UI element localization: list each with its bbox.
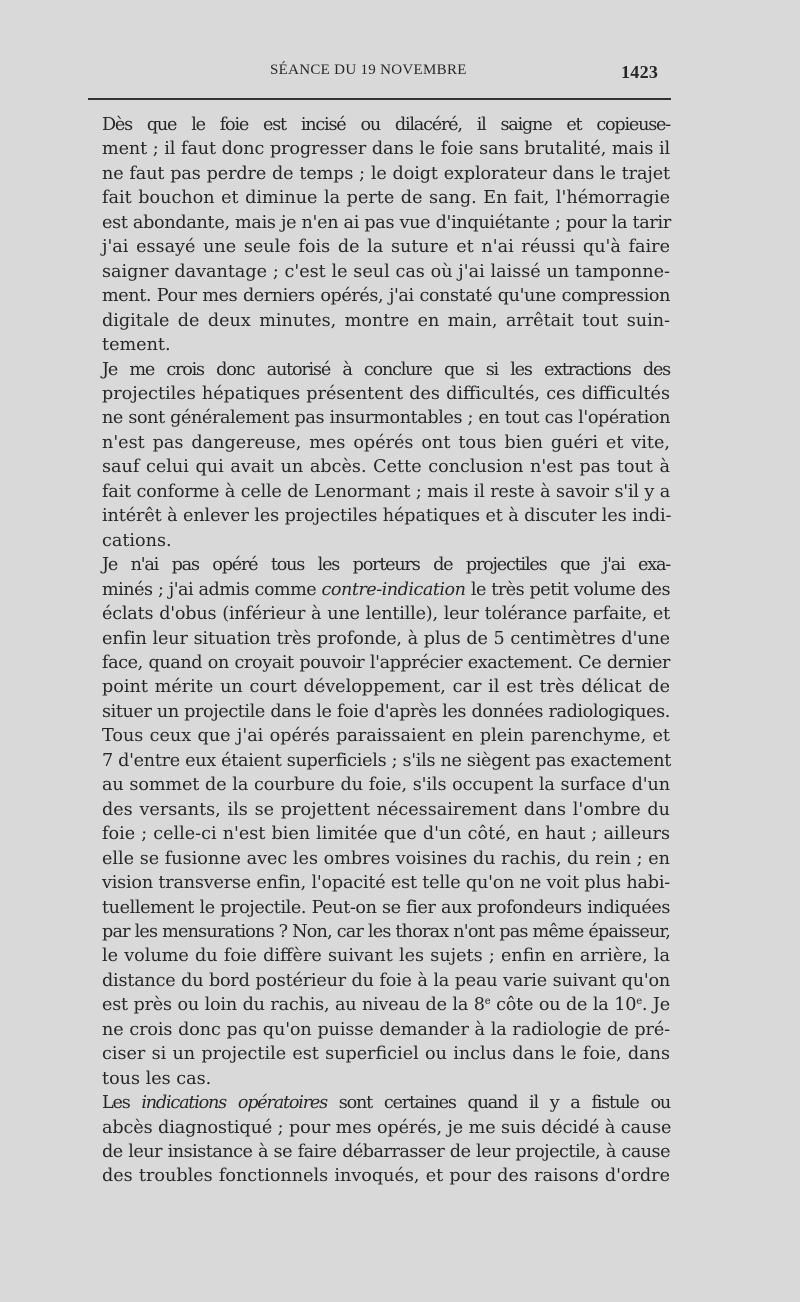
text-line <box>84 1091 670 1115</box>
text-line: elle se fusionne avec les ombres voisines du rachis, du rein ; en <box>102 848 670 869</box>
text-line: face, quand on croyait pouvoir l'apprécier exactement. Ce dernier <box>102 652 670 673</box>
text-line <box>84 993 670 1017</box>
text-fragment: est près ou loin du rachis, au niveau de la 8 <box>102 995 485 1016</box>
text-line: ne faut pas perdre de temps ; le doigt explorateur dans le trajet <box>102 163 670 184</box>
text-line: des troubles fonctionnels invoqués, et pour des raisons d'ordre <box>102 1166 670 1187</box>
text-line: ment. Pour mes derniers opérés, j'ai constaté qu'une compression <box>102 286 670 307</box>
paragraph-2 <box>84 358 670 554</box>
text-line: sauf celui qui avait un abcès. Cette conclusion n'est pas tout à <box>102 457 670 478</box>
text-line: ne sont généralement pas insurmontables ; en tout cas l'opération <box>102 408 670 429</box>
text-fragment: Les <box>102 1093 142 1114</box>
text-fragment: le très petit volume des <box>465 579 670 600</box>
ordinal-superscript: e <box>636 996 642 1008</box>
italic-term: indications opératoires <box>141 1093 327 1114</box>
text-line: 7 d'entre eux étaient superficiels ; s'ils ne siègent pas exactement <box>102 750 672 771</box>
header-rule <box>88 98 671 100</box>
text-line: j'ai essayé une seule fois de la suture et n'ai réussi qu'à faire <box>102 237 670 258</box>
page-number: 1423 <box>621 62 659 82</box>
text-line: intérêt à enlever les projectiles hépatiques et à discuter les indi- <box>102 506 672 527</box>
text-line: foie ; celle-ci n'est bien limitée que d'un côté, en haut ; ailleurs <box>102 824 670 845</box>
text-line: est abondante, mais je n'en ai pas vue d'inquiétante ; pour la tarir <box>102 212 671 233</box>
text-line: saigner davantage ; c'est le seul cas où j'ai laissé un tamponne- <box>102 261 670 282</box>
text-line: Dès que le foie est incisé ou dilacéré, il saigne et copieuse- <box>102 115 670 135</box>
text-line: distance du bord postérieur du foie à la peau varie suivant qu'on <box>102 970 670 991</box>
running-title: SÉANCE DU 19 NOVEMBRE <box>270 62 467 78</box>
text-line: Tous ceux que j'ai opérés paraissaient en plein parenchyme, et <box>102 726 670 747</box>
text-line: vision transverse enfin, l'opacité est telle qu'on ne voit plus habi- <box>102 873 670 894</box>
text-line: abcès diagnostiqué ; pour mes opérés, je me suis décidé à cause <box>102 1117 672 1138</box>
text-line: cations. <box>102 530 172 551</box>
text-fragment: côte ou de la 10 <box>490 995 637 1016</box>
body-text <box>84 113 670 1189</box>
text-line: des versants, ils se projettent nécessairement dans l'ombre du <box>102 799 670 820</box>
paragraph-1 <box>84 113 670 358</box>
text-line: tement. <box>102 335 171 356</box>
text-line: au sommet de la courbure du foie, s'ils occupent la surface d'un <box>102 775 670 796</box>
page-header <box>0 62 800 84</box>
text-line: ciser si un projectile est superficiel ou inclus dans le foie, dans <box>102 1044 670 1065</box>
italic-term: contre-indication <box>321 579 466 600</box>
text-line: enfin leur situation très profonde, à plus de 5 centimètres d'une <box>102 628 670 649</box>
text-line: digitale de deux minutes, montre en main, arrêtait tout suin- <box>102 310 670 331</box>
text-line: Je me crois donc autorisé à conclure que si les extractions des <box>102 359 670 380</box>
text-line: point mérite un court développement, car il est très délicat de <box>102 677 670 698</box>
text-line: éclats d'obus (inférieur à une lentille), leur tolérance parfaite, et <box>102 604 670 625</box>
paragraph-4 <box>84 1091 670 1189</box>
text-line: ment ; il faut donc progresser dans le foie sans brutalité, mais il <box>102 139 670 160</box>
text-line: projectiles hépatiques présentent des difficultés, ces difficultés <box>102 383 670 404</box>
text-line: de leur insistance à se faire débarrasser de leur projectile, à cause <box>102 1142 670 1163</box>
text-line: fait bouchon et diminue la perte de sang. En fait, l'hémorragie <box>102 188 670 209</box>
text-line <box>84 578 670 602</box>
text-line: situer un projectile dans le foie d'après les données radiologiques. <box>102 701 670 722</box>
text-line: Je n'ai pas opéré tous les porteurs de projectiles que j'ai exa- <box>102 555 670 576</box>
text-fragment: sont certaines quand il y a fistule ou <box>326 1093 671 1114</box>
text-line: ne crois donc pas qu'on puisse demander à la radiologie de pré- <box>102 1019 670 1040</box>
text-line: tous les cas. <box>102 1068 212 1089</box>
text-line: le volume du foie diffère suivant les sujets ; enfin en arrière, la <box>102 946 670 967</box>
text-line: n'est pas dangereuse, mes opérés ont tous bien guéri et vite, <box>102 432 670 453</box>
text-line: fait conforme à celle de Lenormant ; mais il reste à savoir s'il y a <box>102 481 670 502</box>
ordinal-superscript: e <box>484 996 491 1008</box>
text-line: tuellement le projectile. Peut-on se fier aux profondeurs indiquées <box>102 897 670 918</box>
text-line: par les mensurations ? Non, car les thorax n'ont pas même épaisseur, <box>102 921 670 942</box>
text-fragment: minés ; j'ai admis comme <box>102 579 322 600</box>
paragraph-3 <box>84 553 670 1091</box>
text-fragment: . Je <box>641 995 670 1016</box>
